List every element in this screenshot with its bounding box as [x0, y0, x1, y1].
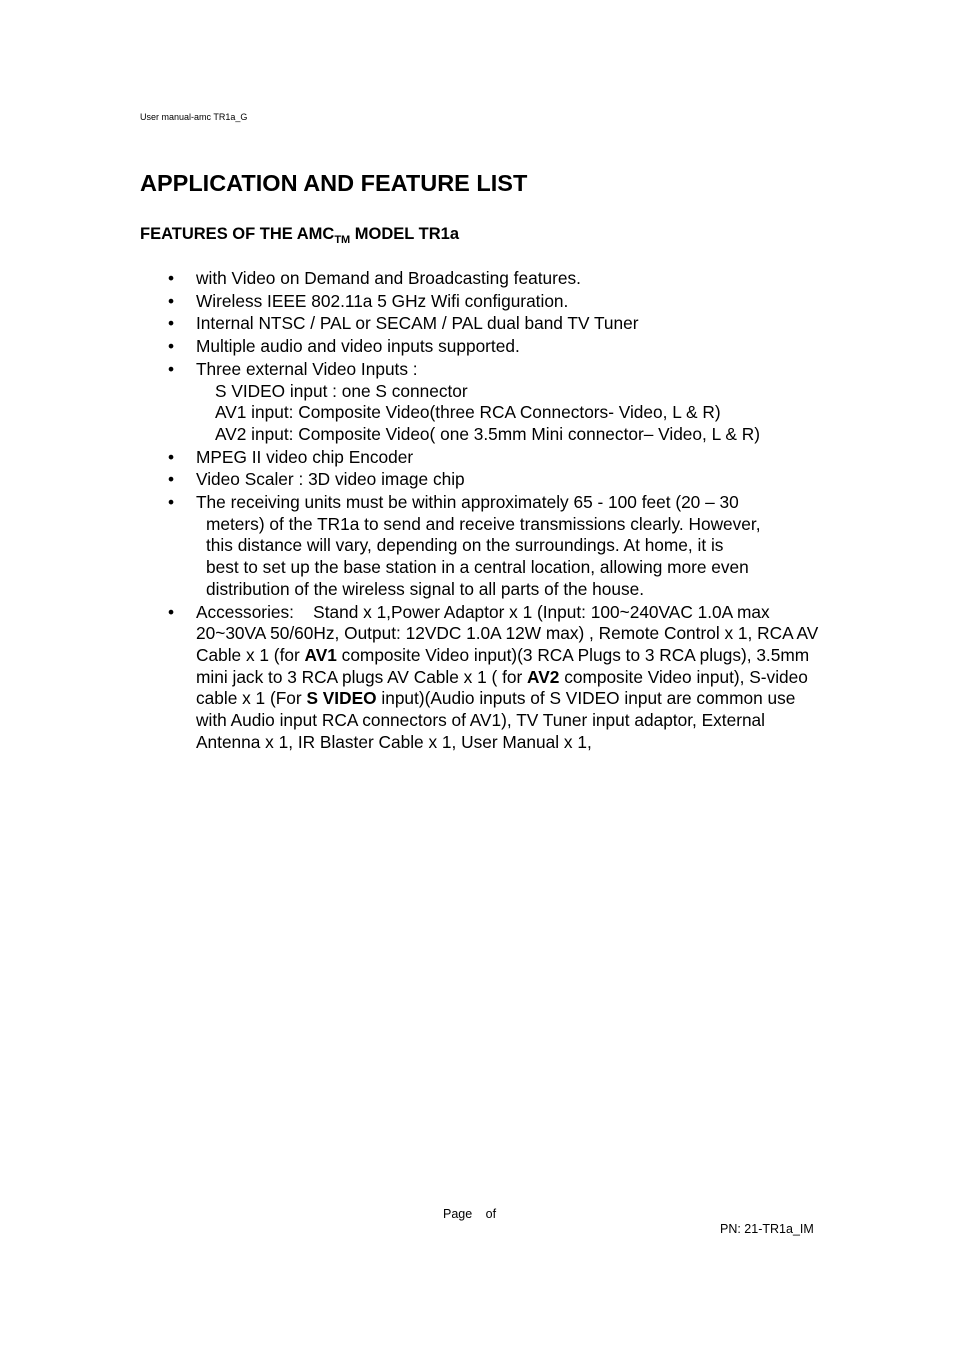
- range-note-first-line: The receiving units must be within approximately 65 - 100 feet (20 – 30: [196, 492, 739, 513]
- bullet-icon: •: [168, 268, 175, 288]
- accessories-bold-av1: AV1: [304, 644, 337, 665]
- range-note-line: distribution of the wireless signal to all parts of the house.: [206, 578, 645, 599]
- range-note-line: best to set up the base station in a central location, allowing more even: [206, 557, 749, 578]
- bullet-icon: •: [168, 469, 175, 490]
- list-item: [168, 447, 828, 469]
- list-item: [168, 336, 828, 358]
- accessories-part: composite Video input)(3 RCA Plugs to 3 RCA plugs), 3.5mm mini jack to 3 RCA plugs AV Cable x 1 ( for: [196, 644, 810, 687]
- video-input-line: AV1 input: Composite Video(three RCA Connectors- Video, L & R): [215, 402, 721, 423]
- bullet-icon: •: [168, 492, 175, 513]
- section-heading-suffix: MODEL TR1a: [350, 225, 460, 243]
- list-item: [168, 359, 828, 446]
- part-number: PN: 21-TR1a_IM: [720, 1222, 814, 1236]
- page-title: APPLICATION AND FEATURE LIST: [140, 170, 528, 196]
- video-input-line: S VIDEO input : one S connector: [215, 380, 468, 401]
- bullet-icon: •: [168, 290, 175, 311]
- list-item: [168, 469, 828, 491]
- section-heading: [140, 223, 459, 245]
- feature-text: MPEG II video chip Encoder: [196, 446, 414, 467]
- list-item: [168, 492, 828, 601]
- feature-text: with Video on Demand and Broadcasting features.: [196, 268, 581, 288]
- feature-text: Internal NTSC / PAL or SECAM / PAL dual band TV Tuner: [196, 313, 639, 334]
- accessories-part: composite Video input), S-video cable x 1 (For: [196, 666, 808, 709]
- bullet-icon: •: [168, 313, 175, 334]
- video-input-line: AV2 input: Composite Video( one 3.5mm Mini connector– Video, L & R): [215, 423, 760, 444]
- accessories-bold-svideo: S VIDEO: [306, 688, 377, 709]
- range-note-line: meters) of the TR1a to send and receive transmissions clearly. However,: [206, 513, 761, 534]
- bullet-icon: •: [168, 358, 175, 379]
- feature-list: [168, 268, 828, 754]
- document-header: User manual-amc TR1a_G: [140, 112, 248, 122]
- accessories-bold-av2: AV2: [527, 666, 560, 687]
- accessories-text: [196, 602, 818, 752]
- list-item: [168, 291, 828, 313]
- list-item: [168, 602, 828, 754]
- feature-text: Multiple audio and video inputs supported.: [196, 336, 520, 357]
- page-number: Page of: [443, 1207, 497, 1221]
- video-inputs-label: Three external Video Inputs :: [196, 358, 418, 379]
- feature-text: Wireless IEEE 802.11a 5 GHz Wifi configuration.: [196, 290, 569, 311]
- feature-text: Video Scaler : 3D video image chip: [196, 469, 465, 490]
- accessories-part: Accessories: Stand x 1,Power Adaptor x 1 (Input: 100~240VAC 1.0A max 20~30VA 50/60Hz, Output: 12VDC 1.0A 12W max) , Remote Control x 1, RCA AV Cable x 1 (for: [196, 601, 819, 665]
- bullet-icon: •: [168, 336, 175, 357]
- accessories-part: input)(Audio inputs of S VIDEO input are common use with Audio input RCA connectors of AV1), TV Tuner input adaptor, External Antenna x 1, IR Blaster Cable x 1, User Manual x 1,: [196, 688, 796, 752]
- bullet-icon: •: [168, 446, 175, 467]
- trademark-subscript: TM: [334, 234, 351, 246]
- bullet-icon: •: [168, 601, 175, 622]
- list-item: [168, 313, 828, 335]
- list-item: [168, 268, 828, 290]
- range-note-line: this distance will vary, depending on the surroundings. At home, it is: [206, 535, 724, 556]
- section-heading-prefix: FEATURES OF THE AMC: [140, 225, 335, 243]
